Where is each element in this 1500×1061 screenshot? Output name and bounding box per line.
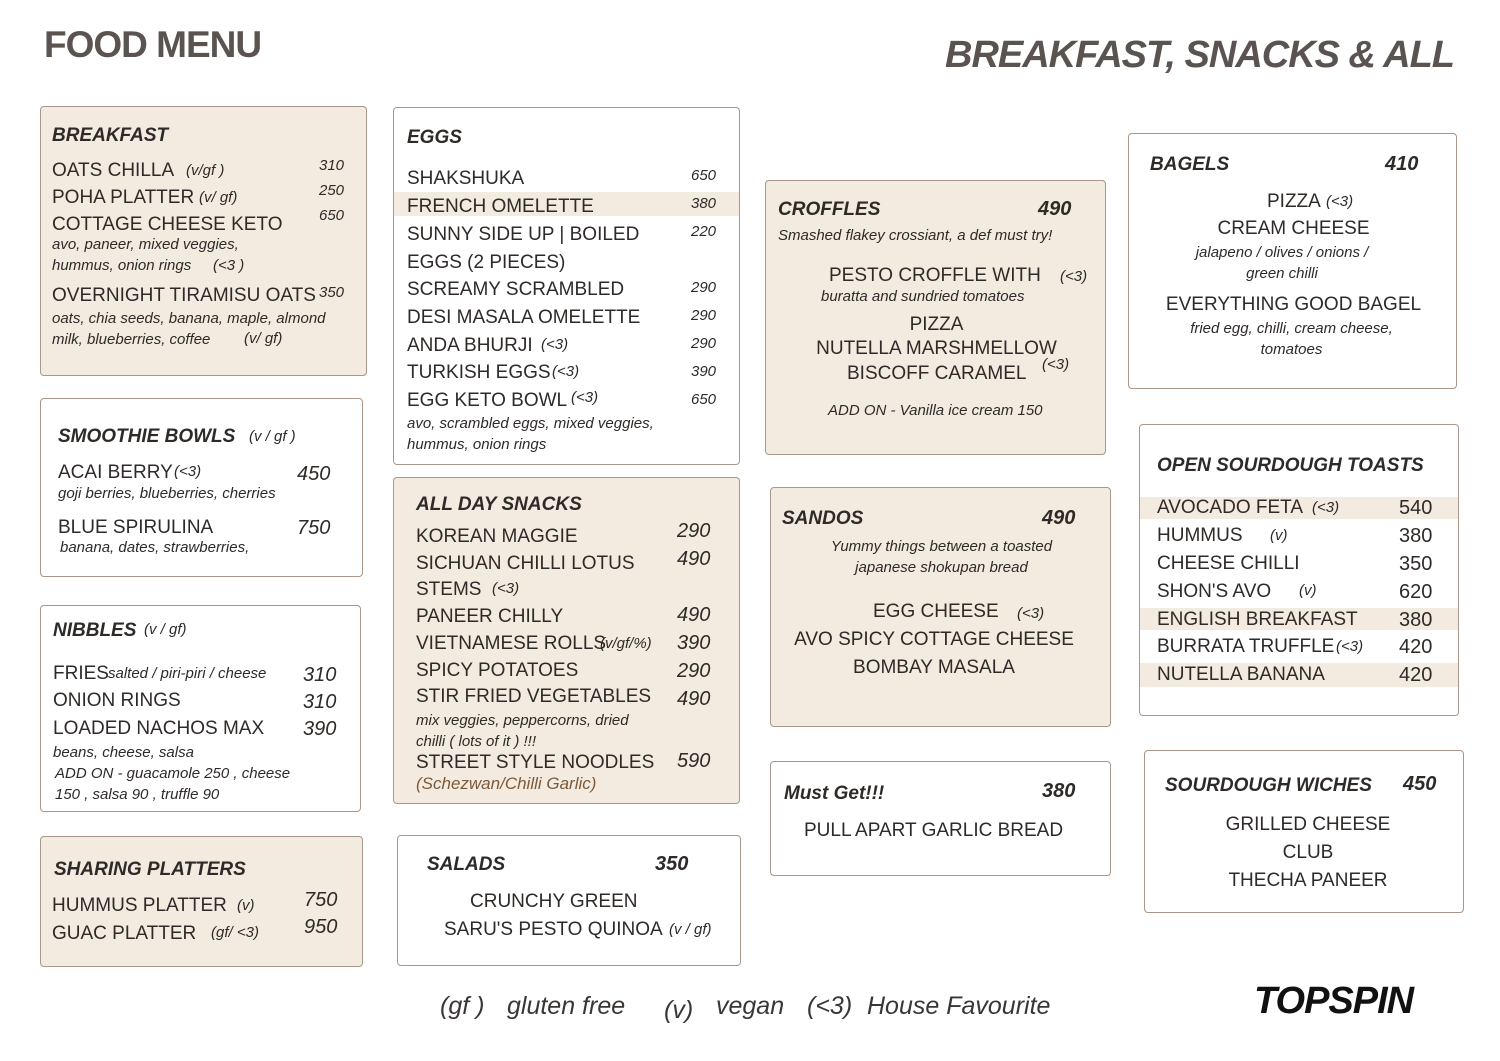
salads-section	[397, 835, 741, 966]
section-title: BAGELS	[1150, 154, 1230, 175]
item-name: NUTELLA MARSHMELLOW	[816, 338, 1057, 359]
section-title: NIBBLES	[53, 620, 137, 641]
sharing-section	[40, 836, 363, 967]
item-name: OVERNIGHT TIRAMISU OATS	[52, 285, 316, 306]
item-tag: (<3)	[492, 580, 520, 597]
item-name: HUMMUS PLATTER	[52, 895, 227, 916]
item-desc: goji berries, blueberries, cherries	[58, 485, 276, 502]
addon-text: ADD ON - Vanilla ice cream 150	[828, 402, 1043, 419]
section-price: 380	[1042, 780, 1076, 802]
item-name: PANEER CHILLY	[416, 606, 564, 627]
section-desc: Yummy things between a toasted	[830, 538, 1053, 555]
item-tag: (v / gf)	[669, 921, 712, 938]
item-name: ACAI BERRY	[58, 462, 173, 483]
item-name: POHA PLATTER	[52, 187, 195, 208]
item-price: 310	[303, 664, 337, 686]
item-price: 350	[319, 284, 345, 301]
item-name: SICHUAN CHILLI LOTUS	[416, 553, 635, 574]
item-price: 650	[319, 207, 345, 224]
item-name: SUNNY SIDE UP | BOILED	[407, 224, 640, 245]
mustget-section	[770, 761, 1111, 876]
item-price: 250	[319, 182, 345, 199]
item-name: CLUB	[1282, 842, 1334, 863]
item-desc: oats, chia seeds, banana, maple, almond	[52, 310, 326, 327]
item-tag: (<3)	[1042, 356, 1070, 373]
item-name: LOADED NACHOS MAX	[53, 718, 265, 739]
section-price: 490	[1042, 507, 1076, 529]
section-title: Must Get!!!	[784, 783, 885, 804]
item-name: EGG CHEESE	[873, 601, 999, 622]
item-price: 350	[1399, 553, 1433, 575]
item-desc: avo, paneer, mixed veggies,	[52, 236, 239, 253]
item-name: SARU'S PESTO QUINOA	[444, 919, 663, 940]
item-price: 390	[303, 718, 337, 740]
item-name: STIR FRIED VEGETABLES	[416, 686, 652, 707]
legend-gf-label: gluten free	[507, 992, 626, 1020]
legend-gf-symbol: (gf )	[440, 992, 485, 1020]
section-title: SMOOTHIE BOWLS	[58, 426, 236, 447]
item-name: NUTELLA BANANA	[1157, 664, 1325, 685]
item-tag: (v)	[1299, 582, 1317, 599]
section-tag: (v / gf )	[249, 428, 296, 445]
nibbles-section	[40, 605, 361, 812]
item-price: 590	[677, 750, 711, 772]
item-price: 620	[1399, 581, 1433, 603]
item-price: 750	[297, 517, 331, 539]
item-price: 290	[691, 279, 717, 296]
item-name: GRILLED CHEESE	[1225, 814, 1391, 835]
snacks-section	[393, 477, 740, 804]
section-desc: japanese shokupan bread	[855, 559, 1028, 576]
item-name: BISCOFF CARAMEL	[847, 363, 1027, 384]
item-tag: (<3)	[1017, 605, 1045, 622]
item-name: CRUNCHY GREEN	[470, 891, 638, 912]
item-price: 950	[304, 916, 338, 938]
item-desc: buratta and sundried tomatoes	[821, 288, 1025, 305]
item-name: CREAM CHEESE	[1217, 218, 1370, 239]
item-name: COTTAGE CHEESE KETO	[52, 214, 283, 235]
item-name: CHEESE CHILLI	[1157, 553, 1300, 574]
section-title: BREAKFAST	[52, 125, 169, 146]
item-price: 650	[691, 167, 717, 184]
item-name: PIZZA	[909, 314, 964, 335]
section-price: 410	[1385, 153, 1419, 175]
item-price: 380	[1399, 525, 1433, 547]
item-name: PULL APART GARLIC BREAD	[804, 820, 1064, 841]
legend-v-label: vegan	[716, 992, 785, 1020]
item-name: SHAKSHUKA	[407, 168, 525, 189]
item-tag: (<3)	[174, 463, 202, 480]
item-name: HUMMUS	[1157, 525, 1243, 546]
item-tag: (v)	[237, 897, 255, 914]
legend-fav-symbol: (<3)	[807, 992, 853, 1020]
section-price: 490	[1038, 198, 1072, 220]
item-name: SHON'S AVO	[1157, 581, 1272, 602]
item-tag: (v/ gf)	[244, 330, 283, 347]
item-price: 390	[677, 632, 711, 654]
item-name: EVERYTHING GOOD BAGEL	[1165, 294, 1422, 315]
smoothie-section	[40, 398, 363, 577]
wiches-section	[1144, 750, 1464, 913]
item-name: GUAC PLATTER	[52, 923, 197, 944]
item-price: 380	[1399, 609, 1433, 631]
item-tag: (<3)	[552, 363, 580, 380]
section-price: 450	[1403, 773, 1437, 795]
item-tag: (<3)	[541, 336, 569, 353]
item-name: BLUE SPIRULINA	[58, 517, 214, 538]
item-tag: (gf/ <3)	[211, 924, 259, 941]
section-title: EGGS	[407, 127, 462, 148]
item-name: TURKISH EGGS	[407, 362, 551, 383]
item-desc: mix veggies, peppercorns, dried	[416, 712, 629, 729]
section-title: CROFFLES	[778, 199, 881, 220]
croffles-section	[765, 180, 1106, 455]
page-subtitle: BREAKFAST, SNACKS & ALL	[945, 34, 1454, 76]
section-title: SALADS	[427, 854, 506, 875]
item-desc: hummus, onion rings	[52, 257, 192, 274]
section-price: 350	[655, 853, 689, 875]
item-name: SPICY POTATOES	[416, 660, 579, 681]
section-title: SOURDOUGH WICHES	[1165, 775, 1372, 796]
item-name: DESI MASALA OMELETTE	[407, 307, 641, 328]
item-price: 540	[1399, 497, 1433, 519]
item-name: KOREAN MAGGIE	[416, 526, 578, 547]
section-subtitle: Smashed flakey crossiant, a def must try!	[778, 227, 1053, 244]
item-price: 310	[303, 691, 337, 713]
legend-fav-label: House Favourite	[867, 992, 1051, 1020]
item-price: 380	[691, 195, 717, 212]
item-price: 390	[691, 363, 717, 380]
item-tag: (<3)	[1312, 499, 1340, 516]
item-price: 310	[319, 157, 345, 174]
page-title: FOOD MENU	[44, 24, 262, 65]
item-name: PIZZA	[1267, 191, 1321, 212]
item-tag: salted / piri-piri / cheese	[108, 665, 267, 682]
section-tag: (v / gf)	[144, 621, 187, 638]
item-desc: chilli ( lots of it ) !!!	[416, 733, 537, 750]
item-name: PESTO CROFFLE WITH	[829, 265, 1041, 286]
item-name: SCREAMY SCRAMBLED	[407, 279, 625, 300]
item-name: VIETNAMESE ROLLS	[416, 633, 607, 654]
item-name: THECHA PANEER	[1228, 870, 1388, 891]
addon-text: ADD ON - guacamole 250 , cheese	[55, 765, 291, 782]
item-price: 490	[677, 604, 711, 626]
item-price: 420	[1399, 664, 1433, 686]
item-desc: hummus, onion rings	[407, 436, 547, 453]
item-desc: milk, blueberries, coffee	[52, 331, 211, 348]
item-name: AVO SPICY COTTAGE CHEESE	[794, 629, 1074, 650]
item-tag: (v)	[1270, 527, 1288, 544]
item-price: 450	[297, 463, 331, 485]
item-desc: beans, cheese, salsa	[53, 744, 194, 761]
item-name: ENGLISH BREAKFAST	[1157, 609, 1358, 630]
item-price: 750	[304, 889, 338, 911]
item-desc: jalapeno / olives / onions /	[1195, 244, 1369, 261]
item-price: 490	[677, 548, 711, 570]
item-price: 650	[691, 391, 717, 408]
item-tag: (v/gf/%)	[600, 635, 652, 652]
item-price: 290	[677, 520, 711, 542]
item-tag: (v/gf )	[186, 162, 225, 179]
item-name: ANDA BHURJI	[407, 335, 533, 356]
item-tag: (<3 )	[213, 257, 245, 274]
item-tag: (<3)	[571, 389, 599, 406]
item-tag: (<3)	[1326, 193, 1354, 210]
section-title: OPEN SOURDOUGH TOASTS	[1157, 455, 1424, 476]
legend-v-symbol: (v)	[664, 996, 694, 1024]
item-desc: banana, dates, strawberries,	[60, 539, 250, 556]
item-price: 420	[1399, 636, 1433, 658]
item-name: BURRATA TRUFFLE	[1157, 636, 1335, 657]
breakfast-section	[40, 106, 367, 376]
item-price: 220	[691, 223, 717, 240]
item-desc: fried egg, chilli, cream cheese,	[1190, 320, 1393, 337]
item-name: EGG KETO BOWL	[407, 390, 568, 411]
item-price: 290	[677, 660, 711, 682]
section-title: SANDOS	[782, 508, 864, 529]
item-desc: green chilli	[1246, 265, 1318, 282]
item-price: 290	[691, 307, 717, 324]
item-tag: (v/ gf)	[199, 189, 238, 206]
toasts-section	[1139, 424, 1459, 716]
item-name: EGGS (2 PIECES)	[407, 252, 566, 273]
item-name: FRENCH OMELETTE	[407, 196, 594, 217]
item-price: 290	[691, 335, 717, 352]
item-name: AVOCADO FETA	[1157, 497, 1304, 518]
sandos-section	[770, 487, 1111, 727]
item-price: 490	[677, 688, 711, 710]
item-name: STEMS	[416, 579, 482, 600]
item-tag: (<3)	[1336, 638, 1364, 655]
item-tag: (<3)	[1060, 268, 1088, 285]
item-name: ONION RINGS	[53, 690, 181, 711]
item-desc: avo, scrambled eggs, mixed veggies,	[407, 415, 654, 432]
bagels-section	[1128, 133, 1457, 389]
addon-text: 150 , salsa 90 , truffle 90	[55, 786, 220, 803]
item-desc: tomatoes	[1260, 341, 1323, 358]
section-title: ALL DAY SNACKS	[416, 494, 582, 515]
eggs-section	[393, 107, 740, 465]
item-desc: (Schezwan/Chilli Garlic)	[416, 774, 597, 793]
section-title: SHARING PLATTERS	[54, 859, 246, 880]
item-name: BOMBAY MASALA	[853, 657, 1015, 678]
item-name: FRIES	[53, 663, 109, 684]
item-name: STREET STYLE NOODLES	[416, 752, 655, 773]
item-name: OATS CHILLA	[52, 160, 175, 181]
brand-logo: TOPSPIN	[1254, 980, 1414, 1022]
